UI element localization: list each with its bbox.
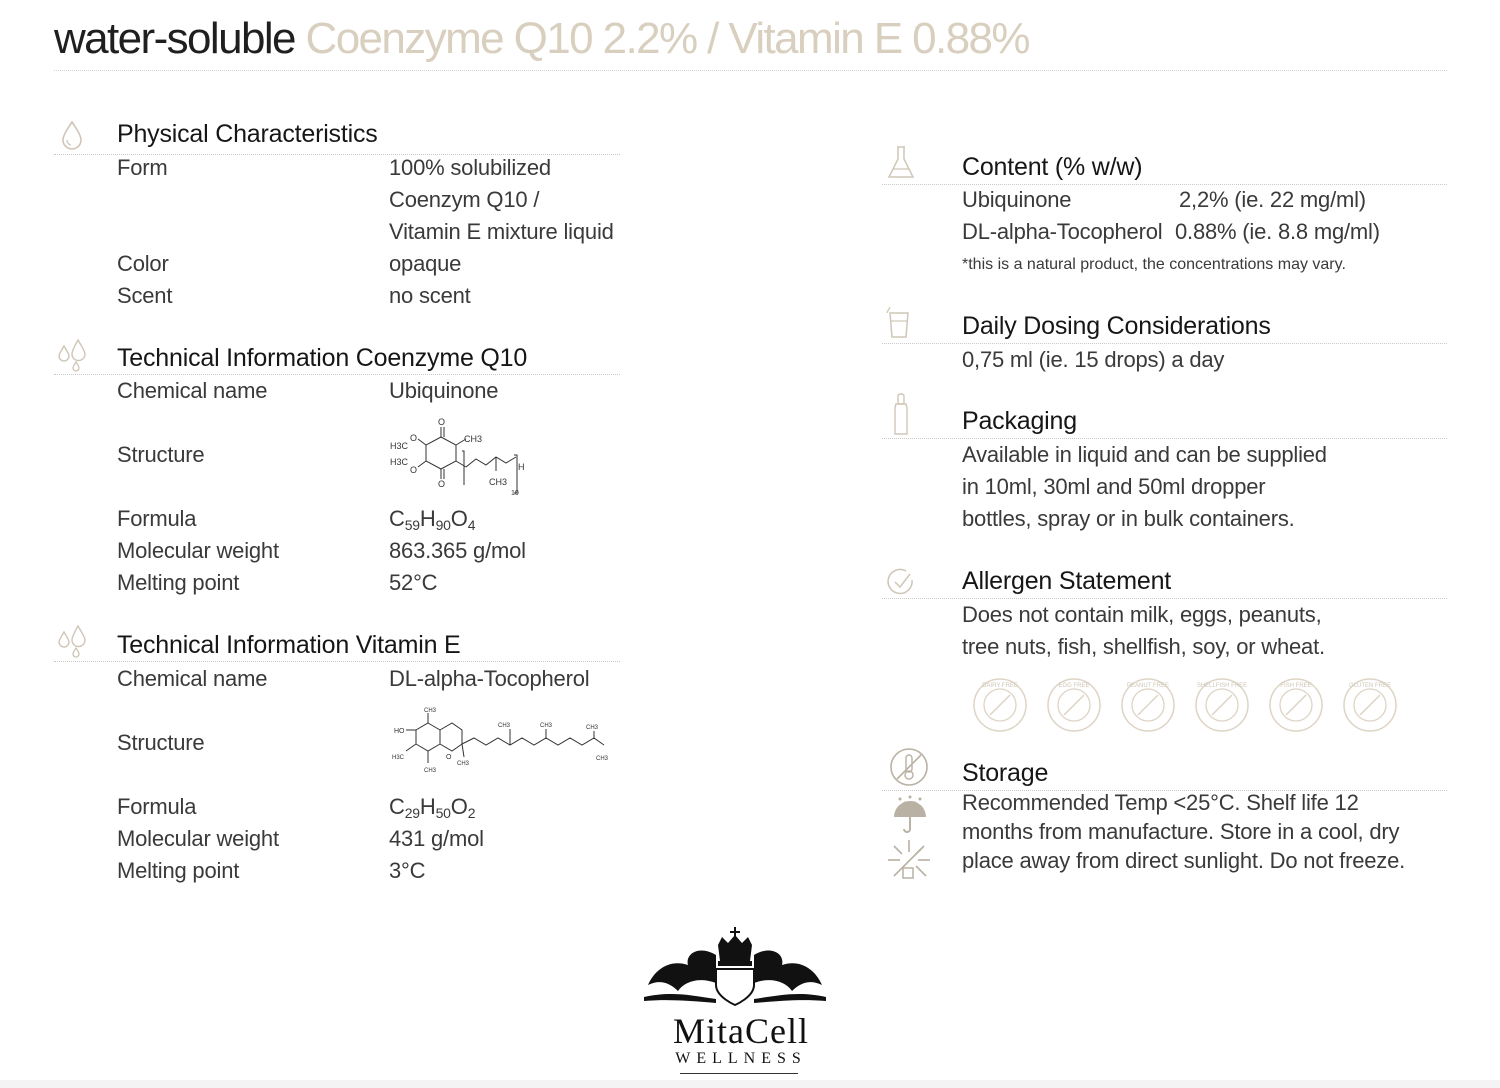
content-row1-value: 2,2% (ie. 22 mg/ml) bbox=[1179, 187, 1366, 212]
tocopherol-label-ch3: CH3 bbox=[424, 768, 437, 774]
form-label: Form bbox=[117, 155, 168, 180]
packaging-line2: in 10ml, 30ml and 50ml dropper bbox=[962, 474, 1266, 499]
dosing-heading: Daily Dosing Considerations bbox=[962, 312, 1271, 340]
storage-heading: Storage bbox=[962, 759, 1049, 787]
umbrella-icon bbox=[890, 795, 930, 835]
page-bottom-band bbox=[0, 1080, 1500, 1088]
cup-icon bbox=[884, 303, 914, 339]
ubiquinone-label-h: H bbox=[518, 462, 525, 472]
tocopherol-label-ch3: CH3 bbox=[596, 756, 609, 762]
brand-logo-subtitle: WELLNESS bbox=[675, 1050, 807, 1067]
ubiquinone-label-h3c-1: H3C bbox=[390, 441, 409, 451]
badge-label: PEANUT FREE bbox=[1127, 683, 1169, 689]
badge-label: SHELLFISH FREE bbox=[1196, 683, 1248, 689]
flask-icon bbox=[886, 145, 916, 181]
tocopherol-label-ch3: CH3 bbox=[498, 723, 511, 729]
vite-mp-label: Melting point bbox=[117, 858, 240, 883]
fish-free-badge bbox=[1268, 677, 1324, 738]
tocopherol-label-ho: HO bbox=[394, 728, 405, 735]
page-title bbox=[54, 14, 1029, 64]
q10-mw-value: 863.365 g/mol bbox=[389, 538, 526, 563]
drop-icon bbox=[58, 120, 86, 150]
allergen-divider bbox=[882, 598, 1447, 599]
q10-chem-label: Chemical name bbox=[117, 378, 268, 403]
tocopherol-label-h3c: H3C bbox=[392, 755, 405, 761]
q10-mw-label: Molecular weight bbox=[117, 538, 279, 563]
storage-line2: months from manufacture. Store in a cool, dry bbox=[962, 819, 1400, 844]
title-product: Coenzyme Q10 2.2% / Vitamin E 0.88% bbox=[305, 14, 1029, 63]
q10-formula-value: $C_{59}H_{90}O_4$ bbox=[389, 506, 476, 533]
vite-formula-value: $C_{29}H_{50}O_2$ bbox=[389, 794, 476, 821]
color-label: Color bbox=[117, 251, 169, 276]
ubiquinone-label-o-bottom: O bbox=[438, 479, 446, 489]
vite-mp-value: 3°C bbox=[389, 858, 426, 883]
brand-logo-wordmark: MitaCell bbox=[673, 1011, 809, 1051]
tocopherol-structure bbox=[390, 705, 615, 780]
content-note: *this is a natural product, the concentrations may vary. bbox=[962, 256, 1346, 273]
sun-icon bbox=[886, 838, 932, 884]
q10-divider bbox=[54, 374, 620, 375]
storage-line1: Recommended Temp <25°C. Shelf life 12 bbox=[962, 790, 1359, 815]
shellfish-free-badge bbox=[1194, 677, 1250, 738]
ubiquinone-label-o-1: O bbox=[410, 433, 418, 443]
vite-chem-label: Chemical name bbox=[117, 666, 268, 691]
content-row2-label: DL-alpha-Tocopherol bbox=[962, 219, 1163, 244]
egg-free-badge bbox=[1046, 677, 1102, 738]
tocopherol-label-ch3: CH3 bbox=[424, 708, 437, 714]
q10-formula-label: Formula bbox=[117, 506, 197, 531]
badge-label: GLUTEN FREE bbox=[1348, 683, 1392, 689]
physical-heading: Physical Characteristics bbox=[117, 120, 378, 148]
allergen-line2: tree nuts, fish, shellfish, soy, or wheat. bbox=[962, 634, 1325, 659]
ubiquinone-label-ch3-bottom: CH3 bbox=[489, 477, 508, 487]
tocopherol-label-ch3: CH3 bbox=[540, 723, 553, 729]
dairy-free-badge bbox=[972, 677, 1028, 738]
title-prefix: water-soluble bbox=[54, 14, 295, 63]
ubiquinone-label-ch3-top: CH3 bbox=[464, 434, 483, 444]
vite-structure-label: Structure bbox=[117, 730, 205, 755]
q10-chem-value: Ubiquinone bbox=[389, 378, 499, 403]
dosing-text: 0,75 ml (ie. 15 drops) a day bbox=[962, 347, 1225, 372]
packaging-heading: Packaging bbox=[962, 407, 1077, 435]
vite-mw-value: 431 g/mol bbox=[389, 826, 484, 851]
brand-logo-crest bbox=[630, 925, 840, 1020]
packaging-divider bbox=[882, 438, 1447, 439]
vite-chem-value: DL-alpha-Tocopherol bbox=[389, 666, 590, 691]
q10-mp-value: 52°C bbox=[389, 570, 438, 595]
drops-icon bbox=[56, 338, 96, 374]
color-value: opaque bbox=[389, 251, 462, 276]
ubiquinone-label-h3c-2: H3C bbox=[390, 457, 409, 467]
vite-mw-label: Molecular weight bbox=[117, 826, 279, 851]
tocopherol-label-ch3: CH3 bbox=[586, 725, 599, 731]
bottle-icon bbox=[890, 392, 912, 436]
badge-label: FISH FREE bbox=[1280, 683, 1312, 689]
allergen-heading: Allergen Statement bbox=[962, 567, 1172, 595]
ubiquinone-structure bbox=[386, 415, 536, 505]
check-drop-icon bbox=[886, 566, 916, 598]
ubiquinone-label-o-2: O bbox=[410, 465, 418, 475]
form-value-line2: Coenzym Q10 / bbox=[389, 187, 540, 212]
q10-heading: Technical Information Coenzyme Q10 bbox=[117, 344, 528, 372]
ubiquinone-label-o-top: O bbox=[438, 417, 446, 427]
vite-heading: Technical Information Vitamin E bbox=[117, 631, 461, 659]
content-row2-value: 0.88% (ie. 8.8 mg/ml) bbox=[1175, 219, 1380, 244]
scent-value: no scent bbox=[389, 283, 471, 308]
tocopherol-label-o: O bbox=[446, 754, 452, 761]
brand-logo-underline bbox=[680, 1073, 798, 1074]
badge-label: EGG FREE bbox=[1058, 683, 1090, 689]
badge-label: DAIRY FREE bbox=[982, 683, 1018, 689]
content-divider bbox=[882, 184, 1447, 185]
content-row1-label: Ubiquinone bbox=[962, 187, 1072, 212]
vite-divider bbox=[54, 661, 620, 662]
thermometer-icon bbox=[888, 746, 930, 788]
q10-structure-label: Structure bbox=[117, 442, 205, 467]
form-value-line3: Vitamin E mixture liquid bbox=[389, 219, 614, 244]
vite-formula-label: Formula bbox=[117, 794, 197, 819]
form-value-line1: 100% solubilized bbox=[389, 155, 551, 180]
tocopherol-label-ch3: CH3 bbox=[457, 761, 470, 767]
allergen-line1: Does not contain milk, eggs, peanuts, bbox=[962, 602, 1322, 627]
peanut-free-badge bbox=[1120, 677, 1176, 738]
scent-label: Scent bbox=[117, 283, 173, 308]
drops-icon bbox=[56, 624, 96, 660]
packaging-line3: bottles, spray or in bulk containers. bbox=[962, 506, 1295, 531]
ubiquinone-label-n: 10 bbox=[511, 490, 519, 497]
storage-line3: place away from direct sunlight. Do not freeze. bbox=[962, 848, 1406, 873]
gluten-free-badge bbox=[1342, 677, 1398, 738]
packaging-line1: Available in liquid and can be supplied bbox=[962, 442, 1327, 467]
q10-mp-label: Melting point bbox=[117, 570, 240, 595]
title-divider bbox=[54, 70, 1447, 71]
content-heading: Content (% w/w) bbox=[962, 153, 1143, 181]
dosing-divider bbox=[882, 343, 1447, 344]
